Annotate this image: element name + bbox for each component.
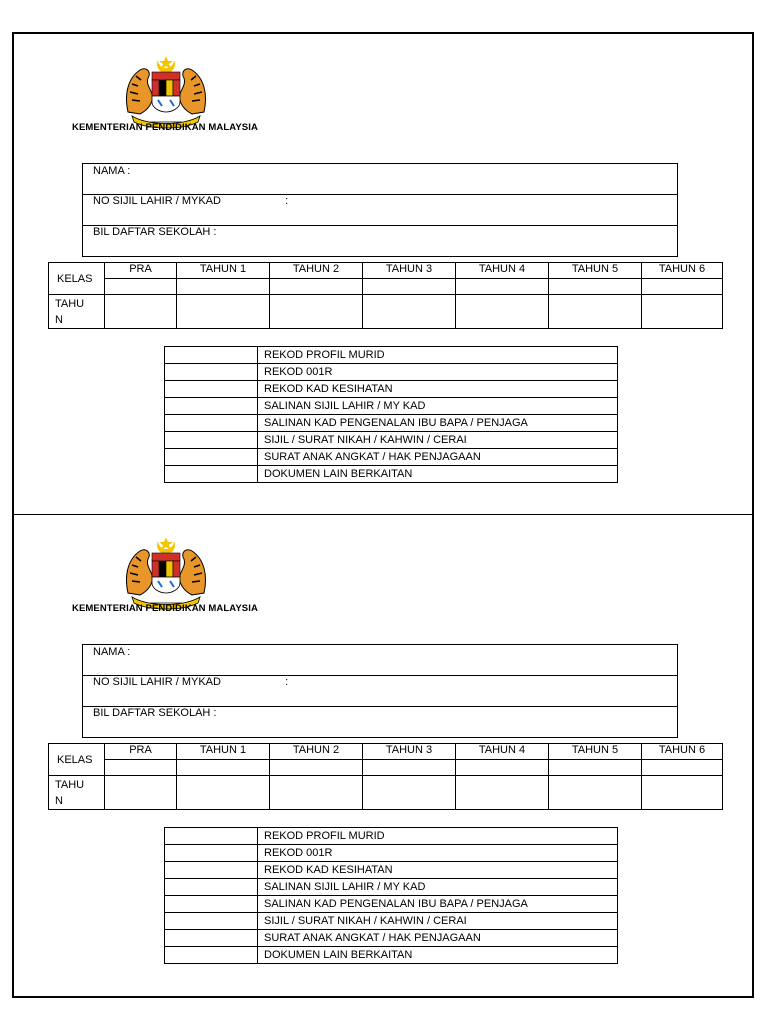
class-year-grid xyxy=(48,743,723,810)
tahun-cell-pra[interactable] xyxy=(105,295,177,329)
tahun-cell-tahun-4[interactable] xyxy=(456,295,549,329)
checkbox-cell[interactable] xyxy=(165,364,258,381)
checkbox-cell[interactable] xyxy=(165,398,258,415)
document-label: REKOD 001R xyxy=(258,845,618,862)
document-label: SALINAN KAD PENGENALAN IBU BAPA / PENJAGA xyxy=(258,896,618,913)
checkbox-cell[interactable] xyxy=(165,449,258,466)
tahun-label-line-1: TAHU xyxy=(55,298,85,310)
document-label: REKOD KAD KESIHATAN xyxy=(258,862,618,879)
sijil-mykad-field[interactable] xyxy=(82,675,678,707)
bil-daftar-field[interactable] xyxy=(82,225,678,257)
checklist-row xyxy=(165,913,618,930)
document-label: DOKUMEN LAIN BERKAITAN xyxy=(258,466,618,483)
checkbox-cell[interactable] xyxy=(165,381,258,398)
year-header-tahun-2: TAHUN 2 xyxy=(270,744,363,760)
tahun-cell-tahun-6[interactable] xyxy=(642,776,723,810)
checkbox-cell[interactable] xyxy=(165,947,258,964)
ministry-name: KEMENTERIAN PENDIDIKAN MALAYSIA xyxy=(72,122,258,133)
student-record-card-2 xyxy=(12,514,754,998)
document-checklist xyxy=(164,827,618,964)
bil-daftar-field[interactable] xyxy=(82,706,678,738)
bil-daftar-label: BIL DAFTAR SEKOLAH : xyxy=(93,707,217,719)
year-header-tahun-4: TAHUN 4 xyxy=(456,263,549,279)
checkbox-cell[interactable] xyxy=(165,913,258,930)
tahun-cell-tahun-5[interactable] xyxy=(549,776,642,810)
document-label: SURAT ANAK ANGKAT / HAK PENJAGAAN xyxy=(258,930,618,947)
checkbox-cell[interactable] xyxy=(165,930,258,947)
tahun-cell-tahun-3[interactable] xyxy=(363,776,456,810)
checklist-row xyxy=(165,415,618,432)
year-header-tahun-5: TAHUN 5 xyxy=(549,744,642,760)
checklist-row xyxy=(165,432,618,449)
checklist-row xyxy=(165,879,618,896)
year-header-tahun-4: TAHUN 4 xyxy=(456,744,549,760)
document-label: REKOD PROFIL MURID xyxy=(258,347,618,364)
tahun-cell-tahun-2[interactable] xyxy=(270,776,363,810)
tahun-label-line-1: TAHU xyxy=(55,779,85,791)
tahun-cell-tahun-1[interactable] xyxy=(177,295,270,329)
checkbox-cell[interactable] xyxy=(165,862,258,879)
nama-label: NAMA : xyxy=(93,646,131,658)
year-header-tahun-3: TAHUN 3 xyxy=(363,263,456,279)
checkbox-cell[interactable] xyxy=(165,879,258,896)
kelas-cell-tahun-4[interactable] xyxy=(456,760,549,776)
document-label: DOKUMEN LAIN BERKAITAN xyxy=(258,947,618,964)
checklist-row xyxy=(165,828,618,845)
student-info-form xyxy=(82,645,678,738)
checkbox-cell[interactable] xyxy=(165,896,258,913)
document-checklist xyxy=(164,346,618,483)
tahun-cell-tahun-3[interactable] xyxy=(363,295,456,329)
checkbox-cell[interactable] xyxy=(165,415,258,432)
checklist-row xyxy=(165,862,618,879)
kelas-cell-tahun-6[interactable] xyxy=(642,760,723,776)
malaysia-coat-of-arms-icon xyxy=(118,535,214,611)
nama-field[interactable] xyxy=(82,644,678,676)
student-record-card-1 xyxy=(12,32,754,516)
year-header-tahun-6: TAHUN 6 xyxy=(642,744,723,760)
year-header-pra: PRA xyxy=(105,263,177,279)
tahun-cell-tahun-6[interactable] xyxy=(642,295,723,329)
checklist-row xyxy=(165,930,618,947)
document-label: SALINAN SIJIL LAHIR / MY KAD xyxy=(258,398,618,415)
bil-daftar-label: BIL DAFTAR SEKOLAH : xyxy=(93,226,217,238)
year-header-tahun-2: TAHUN 2 xyxy=(270,263,363,279)
tahun-cell-tahun-2[interactable] xyxy=(270,295,363,329)
document-label: SIJIL / SURAT NIKAH / KAHWIN / CERAI xyxy=(258,432,618,449)
checklist-row xyxy=(165,896,618,913)
kelas-label: KELAS xyxy=(49,744,105,776)
tahun-label-line-2: N xyxy=(55,795,63,807)
sijil-mykad-colon: : xyxy=(285,676,289,688)
tahun-cell-pra[interactable] xyxy=(105,776,177,810)
tahun-label xyxy=(49,776,105,810)
checkbox-cell[interactable] xyxy=(165,845,258,862)
year-header-tahun-1: TAHUN 1 xyxy=(177,744,270,760)
checklist-row xyxy=(165,364,618,381)
kelas-cell-tahun-4[interactable] xyxy=(456,279,549,295)
sijil-mykad-label: NO SIJIL LAHIR / MYKAD xyxy=(93,676,221,688)
kelas-cell-pra[interactable] xyxy=(105,760,177,776)
checklist-row xyxy=(165,398,618,415)
year-header-pra: PRA xyxy=(105,744,177,760)
kelas-cell-tahun-6[interactable] xyxy=(642,279,723,295)
tahun-label xyxy=(49,295,105,329)
checkbox-cell[interactable] xyxy=(165,347,258,364)
checklist-row xyxy=(165,466,618,483)
document-label: REKOD KAD KESIHATAN xyxy=(258,381,618,398)
kelas-cell-tahun-2[interactable] xyxy=(270,279,363,295)
kelas-cell-pra[interactable] xyxy=(105,279,177,295)
checklist-row xyxy=(165,845,618,862)
document-label: SIJIL / SURAT NIKAH / KAHWIN / CERAI xyxy=(258,913,618,930)
kelas-cell-tahun-3[interactable] xyxy=(363,760,456,776)
checklist-row xyxy=(165,347,618,364)
document-label: REKOD PROFIL MURID xyxy=(258,828,618,845)
tahun-cell-tahun-5[interactable] xyxy=(549,295,642,329)
year-header-tahun-5: TAHUN 5 xyxy=(549,263,642,279)
sijil-mykad-field[interactable] xyxy=(82,194,678,226)
document-label: SALINAN SIJIL LAHIR / MY KAD xyxy=(258,879,618,896)
document-label: SALINAN KAD PENGENALAN IBU BAPA / PENJAGA xyxy=(258,415,618,432)
tahun-cell-tahun-1[interactable] xyxy=(177,776,270,810)
kelas-cell-tahun-5[interactable] xyxy=(549,279,642,295)
sijil-mykad-colon: : xyxy=(285,195,289,207)
malaysia-coat-of-arms-icon xyxy=(118,54,214,130)
checklist-row xyxy=(165,947,618,964)
kelas-cell-tahun-1[interactable] xyxy=(177,760,270,776)
checklist-row xyxy=(165,381,618,398)
year-header-tahun-3: TAHUN 3 xyxy=(363,744,456,760)
class-year-grid xyxy=(48,262,723,329)
year-header-tahun-1: TAHUN 1 xyxy=(177,263,270,279)
kelas-cell-tahun-2[interactable] xyxy=(270,760,363,776)
tahun-cell-tahun-4[interactable] xyxy=(456,776,549,810)
kelas-cell-tahun-1[interactable] xyxy=(177,279,270,295)
checkbox-cell[interactable] xyxy=(165,828,258,845)
checkbox-cell[interactable] xyxy=(165,466,258,483)
sijil-mykad-label: NO SIJIL LAHIR / MYKAD xyxy=(93,195,221,207)
checklist-row xyxy=(165,449,618,466)
kelas-cell-tahun-5[interactable] xyxy=(549,760,642,776)
document-label: SURAT ANAK ANGKAT / HAK PENJAGAAN xyxy=(258,449,618,466)
year-header-tahun-6: TAHUN 6 xyxy=(642,263,723,279)
nama-label: NAMA : xyxy=(93,165,131,177)
ministry-name: KEMENTERIAN PENDIDIKAN MALAYSIA xyxy=(72,603,258,614)
student-info-form xyxy=(82,164,678,257)
tahun-label-line-2: N xyxy=(55,314,63,326)
document-label: REKOD 001R xyxy=(258,364,618,381)
kelas-label: KELAS xyxy=(49,263,105,295)
kelas-cell-tahun-3[interactable] xyxy=(363,279,456,295)
nama-field[interactable] xyxy=(82,163,678,195)
checkbox-cell[interactable] xyxy=(165,432,258,449)
